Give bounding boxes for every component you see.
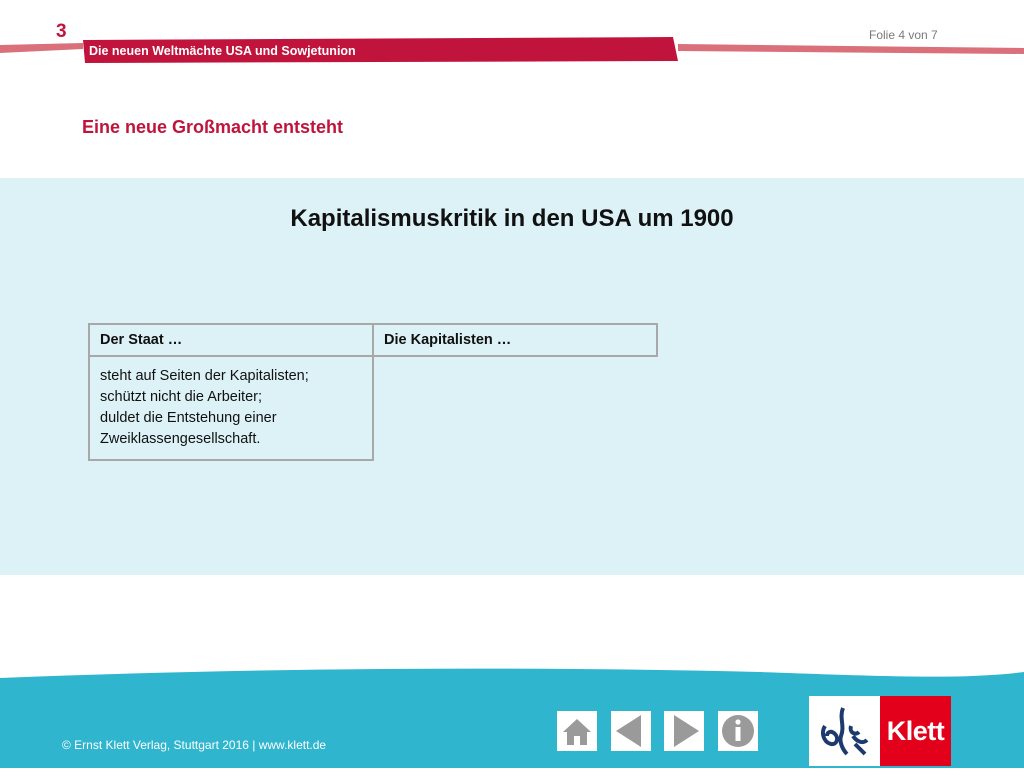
- chapter-number: 3: [56, 21, 67, 42]
- table-header-staat: Der Staat …: [89, 324, 373, 356]
- home-button[interactable]: [557, 711, 597, 751]
- klett-emblem-icon: [809, 696, 880, 766]
- slide-counter: Folie 4 von 7: [869, 28, 938, 42]
- next-icon: [664, 711, 704, 751]
- cell-line: duldet die Entstehung einer: [100, 410, 277, 426]
- klett-logo-text: Klett: [886, 716, 945, 746]
- footer-wave: [0, 664, 1024, 690]
- next-slide-button[interactable]: [664, 711, 704, 751]
- table-header-kapitalisten: Die Kapitalisten …: [373, 324, 657, 356]
- cell-line: Zweiklassengesellschaft.: [100, 431, 261, 447]
- info-icon: [718, 711, 758, 751]
- comparison-table: [88, 323, 658, 461]
- table-cell-staat: [89, 356, 373, 460]
- cell-line: steht auf Seiten der Kapitalisten;: [100, 368, 309, 384]
- home-icon: [557, 711, 597, 751]
- klett-emblem: [809, 696, 880, 766]
- previous-icon: [611, 711, 651, 751]
- section-title: Eine neue Großmacht entsteht: [82, 117, 344, 137]
- chapter-title: Die neuen Weltmächte USA und Sowjetunion: [89, 44, 356, 58]
- table-header-row: [89, 324, 657, 356]
- previous-slide-button[interactable]: [611, 711, 651, 751]
- copyright-text: © Ernst Klett Verlag, Stuttgart 2016 | www.klett.de: [62, 738, 327, 752]
- cell-line: schützt nicht die Arbeiter;: [100, 389, 262, 405]
- info-button[interactable]: [718, 711, 758, 751]
- klett-logo[interactable]: [809, 696, 951, 766]
- table-cell-kapitalisten: [373, 356, 657, 460]
- slide-heading: Kapitalismuskritik in den USA um 1900: [290, 205, 734, 232]
- klett-wordmark: [880, 696, 951, 766]
- table-row: [89, 356, 657, 460]
